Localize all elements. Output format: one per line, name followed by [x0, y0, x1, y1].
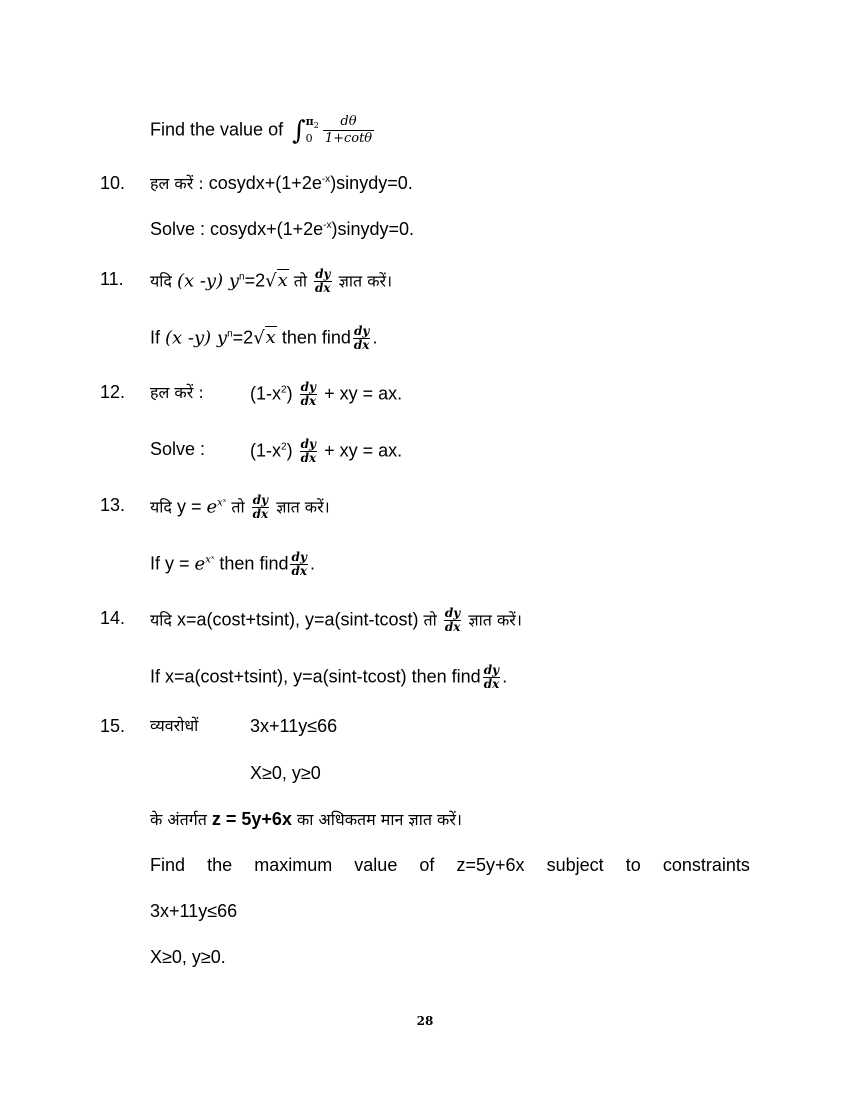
q14-hindi: यदि x=a(cost+tsint), y=a(sint-tcost) तो $\frac{dy}{dx}$ ज्ञात करें। — [150, 606, 522, 634]
q10-english: Solve : $cosydx+(1+2e^{-x})sinydy=0$. — [150, 219, 415, 239]
q15-english-sentence: Find the maximum value of z=5y+6x subject to constraints — [150, 855, 750, 875]
q12-equation-english: $(1-x^2)$ $\frac{dy}{dx}$ + xy = ax. — [250, 437, 403, 465]
q15-hindi-constraints-label: व्यवरोधों — [150, 716, 199, 735]
q15-english-constraint-2: X≥0, y≥0. — [150, 947, 226, 967]
question-number-11: 11. — [100, 269, 124, 289]
q12-hindi-label: हल करें : — [150, 383, 204, 402]
q15-hindi-sentence: के अंतर्गत z = 5y+6x का अधिकतम मान ज्ञात करें। — [150, 809, 462, 829]
dy-dx-fraction: $\frac{dy}{dx}$ — [444, 606, 461, 634]
question-number-15: 15. — [100, 716, 126, 736]
integrand: $\frac{d\theta}{1+\cot\theta}$ — [324, 114, 373, 146]
q9-english: Find the value of ∫ $\pi_2$ 0 $\frac{d\theta}{1+\cot\theta}$ — [150, 114, 373, 146]
dy-dx-fraction: $\frac{dy}{dx}$ — [252, 493, 269, 521]
dy-dx-fraction: $\frac{dy}{dx}$ — [300, 437, 317, 465]
page-number: 28 — [416, 1014, 434, 1028]
dy-dx-fraction: $\frac{dy}{dx}$ — [291, 550, 308, 578]
question-number-14: 14. — [100, 608, 126, 628]
question-number-13: 13. — [100, 495, 126, 515]
dy-dx-fraction: $\frac{dy}{dx}$ — [483, 663, 500, 691]
q11-english: If (x -y) $y^n=2√x$ then find $\frac{dy}{dx}$ . — [150, 324, 378, 352]
q11-hindi: यदि (x -y) $y^n=2√x$ तो $\frac{dy}{dx}$ ज्ञात करें। — [150, 267, 393, 295]
q14-english: If x=a(cost+tsint), y=a(sint-tcost) then find $\frac{dy}{dx}$ . — [150, 663, 508, 691]
integral-limits: $\pi_2$ 0 — [305, 115, 319, 145]
q15-english-constraint-1: 3x+11y≤66 — [150, 901, 238, 921]
q12-equation: $(1-x^2)$ $\frac{dy}{dx}$ + xy = ax. — [250, 380, 403, 408]
q13-hindi: यदि $y = e^{xˣ}$ तो $\frac{dy}{dx}$ ज्ञात करें। — [150, 493, 330, 521]
question-number-10: 10. — [100, 173, 126, 193]
dy-dx-fraction: $\frac{dy}{dx}$ — [353, 324, 370, 352]
dy-dx-fraction: $\frac{dy}{dx}$ — [300, 380, 317, 408]
q15-constraint-2: X≥0, y≥0 — [250, 763, 321, 783]
q10-hindi: हल करें : $cosydx+(1+2e^{-x})sinydy=0$. — [150, 173, 413, 193]
q12-english-label: Solve : — [150, 439, 206, 459]
dy-dx-fraction: $\frac{dy}{dx}$ — [315, 267, 331, 295]
q13-english: If $y = e^{xˣ}$ then find $\frac{dy}{dx}$ . — [150, 550, 316, 578]
q15-constraint-1: 3x+11y≤66 — [250, 716, 338, 736]
question-number-12: 12. — [100, 382, 126, 402]
integral-sign: ∫ — [292, 115, 306, 146]
